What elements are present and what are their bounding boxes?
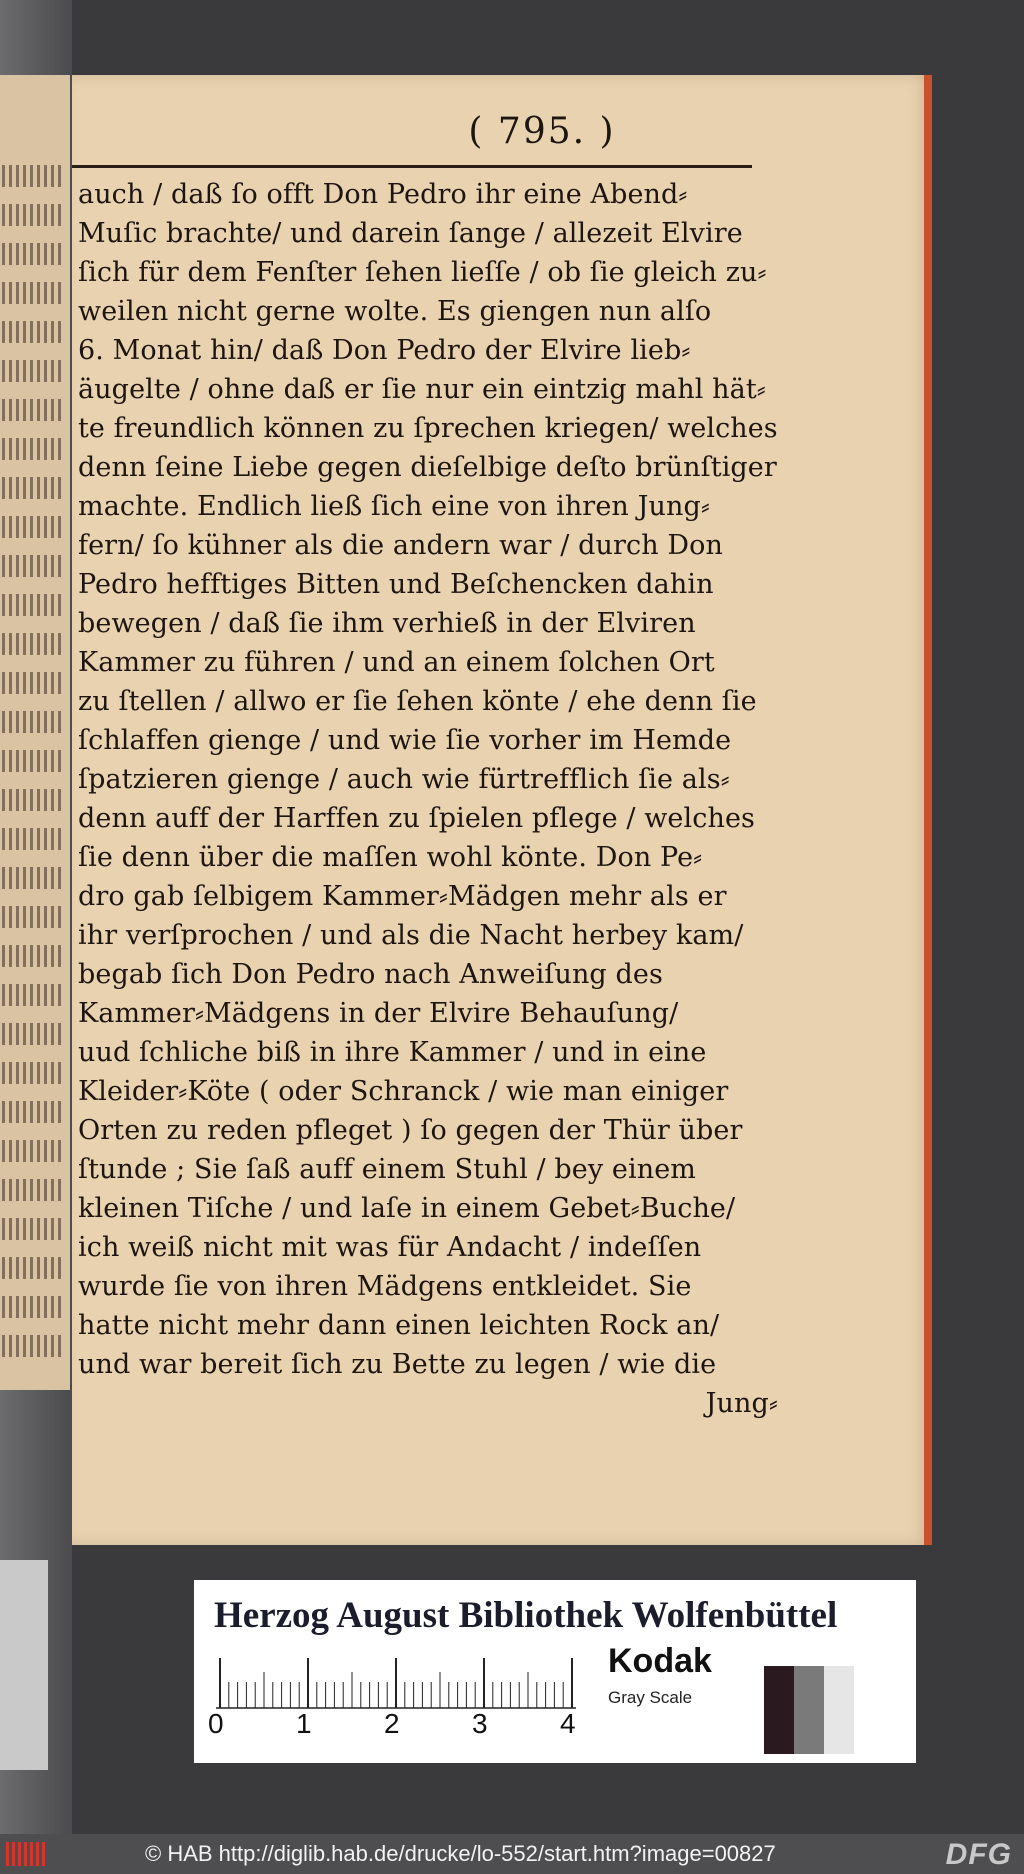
facing-page-line (2, 1023, 62, 1045)
facing-page-line (2, 555, 62, 577)
dfg-logo: DFG (945, 1838, 1012, 1871)
facing-page-line (2, 399, 62, 421)
facing-page-line (2, 828, 62, 850)
book-page (72, 75, 932, 1545)
facing-page-line (2, 1296, 62, 1318)
text-line: Kammer⸗Mädgens in der Elvire Behauſung/ (78, 998, 679, 1029)
gray-scale-label: Gray Scale (608, 1688, 693, 1707)
text-line: und war bereit ſich zu Bette zu legen / wie die (78, 1349, 717, 1380)
facing-page-line (2, 1335, 62, 1357)
text-line: uud ſchliche biß in ihre Kammer / und in eine (78, 1037, 707, 1068)
text-line: machte. Endlich ließ ſich eine von ihren Jung⸗ (78, 491, 710, 522)
text-block (78, 175, 778, 1423)
facing-page-line (2, 945, 62, 967)
text-line: Kammer zu führen / und an einem ſolchen Ort (78, 647, 715, 678)
scanner-strip (0, 1560, 48, 1770)
facing-page-line (2, 1179, 62, 1201)
facing-page-line (2, 165, 62, 187)
facing-page-line (2, 477, 62, 499)
text-line: ihr verſprochen / und als die Nacht herbey kam/ (78, 920, 744, 951)
catchword-line (78, 1384, 778, 1423)
facing-page-line (2, 282, 62, 304)
page-header (72, 111, 932, 152)
facing-page-edge (0, 75, 70, 1390)
facing-page-line (2, 1101, 62, 1123)
text-line: fern/ ſo kühner als die andern war / durch Don (78, 530, 723, 561)
text-line: bewegen / daß ſie ihm verhieß in der Elviren (78, 608, 696, 639)
ruler-label: 3 (472, 1708, 488, 1739)
text-line: Pedro hefftiges Bitten und Beſchencken dahin (78, 569, 714, 600)
barcode-icon (6, 1842, 46, 1866)
text-line: zu ſtellen / allwo er ſie ſehen könte / ehe denn ſie (78, 686, 757, 717)
text-line: denn auff der Harffen zu ſpielen pflege / welches (78, 803, 755, 834)
facing-page-line (2, 516, 62, 538)
text-line: ſtunde ; Sie ſaß auff einem Stuhl / bey einem (78, 1154, 696, 1185)
facing-page-line (2, 360, 62, 382)
text-line: begab ſich Don Pedro nach Anweiſung des (78, 959, 663, 990)
facing-page-line (2, 984, 62, 1006)
facing-page-line (2, 750, 62, 772)
facing-page-line (2, 789, 62, 811)
text-line: Orten zu reden pfleget ) ſo gegen der Thür über (78, 1115, 743, 1146)
text-line: Muſic brachte/ und darein ſange / allezeit Elvire (78, 218, 743, 249)
text-line: ſpatzieren gienge / auch wie fürtrefflich ſie als⸗ (78, 764, 730, 795)
facing-page-line (2, 1062, 62, 1084)
text-line: te freundlich können zu ſprechen kriegen/ welches (78, 413, 778, 444)
library-title: Herzog August Bibliothek Wolfenbüttel (214, 1595, 838, 1636)
swatch-mid (794, 1666, 824, 1754)
text-line: ſie denn über die maſſen wohl könte. Don Pe⸗ (78, 842, 703, 873)
page-edge-color (924, 75, 932, 1545)
facing-page-line (2, 243, 62, 265)
footer-link[interactable]: © HAB http://diglib.hab.de/drucke/lo-552/start.htm?image=00827 (145, 1841, 776, 1866)
color-calibration-card (194, 1580, 916, 1763)
text-line: hatte nicht mehr dann einen leichten Rock an/ (78, 1310, 720, 1341)
facing-page-line (2, 1218, 62, 1240)
ruler-label: 0 (208, 1708, 224, 1739)
facing-page-line (2, 867, 62, 889)
ruler-label: 4 (560, 1708, 576, 1739)
kodak-logo: Kodak (608, 1642, 712, 1680)
text-line: wurde ſie von ihren Mädgens entkleidet. Sie (78, 1271, 692, 1302)
swatch-dark (764, 1666, 794, 1754)
facing-page-line (2, 633, 62, 655)
text-line: kleinen Tiſche / und laſe in einem Gebet⸗Buche/ (78, 1193, 736, 1224)
facing-page-line (2, 438, 62, 460)
text-line: 6. Monat hin/ daß Don Pedro der Elvire lieb⸗ (78, 335, 691, 366)
text-line: weilen nicht gerne wolte. Es giengen nun alſo (78, 296, 712, 327)
facing-page-line (2, 1257, 62, 1279)
ruler-label: 1 (296, 1708, 312, 1739)
text-line: Kleider⸗Köte ( oder Schranck / wie man einiger (78, 1076, 729, 1107)
facing-page-line (2, 906, 62, 928)
text-line: äugelte / ohne daß er ſie nur ein eintzig mahl hät⸗ (78, 374, 766, 405)
text-line: dro gab ſelbigem Kammer⸗Mädgen mehr als er (78, 881, 727, 912)
text-line: ſchlaffen gienge / und wie ſie vorher im Hemde (78, 725, 732, 756)
facing-page-line (2, 1140, 62, 1162)
text-line: auch / daß ſo offt Don Pedro ihr eine Abend⸗ (78, 179, 688, 210)
text-line: denn ſeine Liebe gegen dieſelbige deſto brünſtiger (78, 452, 777, 483)
catchword: Jung⸗ (705, 1388, 778, 1419)
facing-page-line (2, 711, 62, 733)
facing-page-line (2, 594, 62, 616)
text-line: ich weiß nicht mit was für Andacht / indeſſen (78, 1232, 702, 1263)
gray-scale-swatches (764, 1666, 854, 1754)
ruler-icon (216, 1650, 576, 1710)
footer-bar (0, 1834, 1024, 1874)
header-rule (72, 165, 752, 168)
text-line: ſich für dem Fenſter ſehen lieſſe / ob ſie gleich zu⸗ (78, 257, 767, 288)
facing-page-line (2, 204, 62, 226)
facing-page-line (2, 321, 62, 343)
swatch-light (824, 1666, 854, 1754)
ruler-label: 2 (384, 1708, 400, 1739)
facing-page-line (2, 672, 62, 694)
page-number: ( 795. ) (468, 111, 616, 152)
